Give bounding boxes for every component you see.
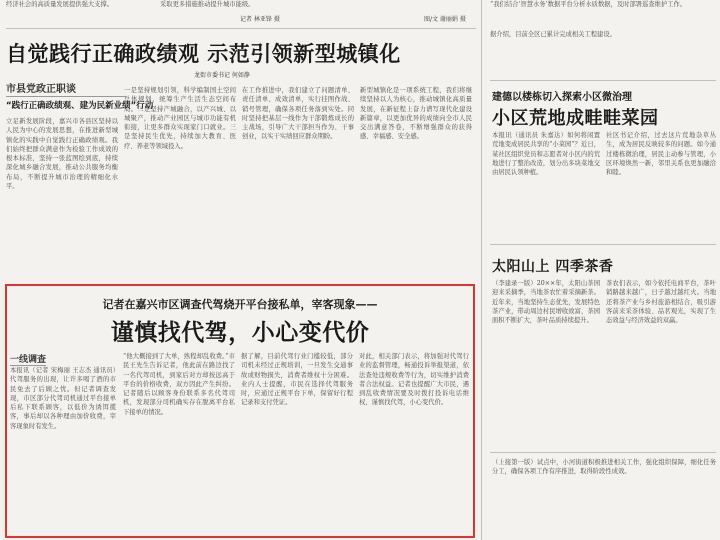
right-article-2-body-3: （上接第一版）试点中，小河街道积极推进相关工作，强化组织保障，细化任务分工，确保各项工作有序推进，取得阶段性成效。: [492, 459, 716, 476]
right-divider-2: [490, 244, 716, 245]
main-body-col-2: 一是坚持规划引领，科学编制国土空间总体规划，统筹生产生活生态空间布局。二是坚持产城融合，以产兴城、以城聚产，推动产业园区与城市功能有机衔接，让更多群众实现家门口就业。三是坚持民生优先，持续加大教育、医疗、养老等领域投入。: [124, 87, 236, 150]
main-body-col-4: 新型城镇化是一项系统工程，我们将继续坚持以人为核心，推动城镇化高质量发展，在新征程上奋力谱写现代化建设新篇章，以更加优异的成绩向全市人民交出满意答卷，不断增强群众的获得感、幸福感、安全感。: [360, 87, 472, 141]
right-top-text-1: “我们结合‘智慧水务’数据平台分析水质数据，及时部署巡查维护工作。: [490, 1, 687, 8]
top-strip-text-mid: 采取更多措施推动提升城市能级。: [160, 1, 255, 8]
right-article-2-body-2: 茶农们表示，如今依托电商平台，茶叶销路越来越广，日子越过越红火。当地还将茶产业与乡村旅游相结合，吸引游客前来采茶体验、品茗观光，实现了生态效益与经济效益的双赢。: [606, 280, 716, 325]
main-body-col-1: 立足新发展阶段，嘉兴市各县区坚持以人民为中心的发展思想，在推进新型城镇化的实践中自觉践行正确政绩观。我们始终把群众满意作为检验工作成效的根本标准，坚持一张蓝图绘到底，持续深化城乡融合发展，推动公共服务均衡布局，不断提升城市治理的精细化水平。: [6, 118, 118, 191]
right-article-1-headline: 小区荒地成畦畦菜园: [492, 108, 659, 129]
right-article-1-body-2: 社区书记介绍，过去这片荒地杂草丛生，成为居民反映较多的问题。如今通过楼栋微治理，居民主动参与管理，小区环境焕然一新，邻里关系也更加融洽和睦。: [606, 132, 716, 177]
section-subhead: “践行正确政绩观、建为民新业绩”行动: [6, 101, 154, 111]
photo-credit-right: 图/文 谢丽娟 摄: [424, 16, 466, 23]
right-divider-1: [490, 80, 716, 81]
right-article-2-headline: 太阳山上 四季茶香: [492, 259, 614, 275]
right-article-1-kicker: 建德以楼栋切入探索小区微治理: [492, 92, 632, 103]
right-top-text-2: 据介绍，目前全区已累计完成相关工程建设。: [490, 31, 616, 38]
highlighted-body-col-4: 对此，相关部门表示，将加强对代驾行业的监督管理，畅通投诉举报渠道，依法查处违规收费等行为，切实维护消费者合法权益。记者也提醒广大市民，遇到乱收费情况要及时拨打投诉电话维权，谨慎找代驾，小心变代价。: [359, 353, 469, 407]
right-article-2-body-1: （李建录一版）20××年，太阳山茶园迎来采摘季，当地茶农忙着采摘新茶。近年来，当地坚持生态优先，发展特色茶产业，带动周边村民增收致富，茶园面积不断扩大，茶叶品质持续提升。: [492, 280, 600, 325]
section-label: 市县党政正职谈: [6, 80, 126, 97]
highlighted-headline: 谨慎找代驾，小心变代价: [110, 320, 370, 346]
highlighted-body-col-2: “他大概接到了大单，熟程却乱收费。”市民王先生告诉记者，他此前在路边找了一名代驾司机，到家后对方却按远高于平台的价格收费，双方因此产生纠纷。记者随后以顾客身份联系多名代驾司机，发现部分司机确实存在脱离平台私下接单的情况。: [123, 353, 235, 416]
section-label-group: [6, 80, 154, 114]
main-headline: 自觉践行正确政绩观 示范引领新型城镇化: [6, 42, 401, 66]
top-strip-text-left: 经济社会的高质量发展提供强大支撑。: [6, 1, 114, 8]
highlighted-section-label: 一线调查: [10, 352, 46, 366]
highlighted-article-box: [5, 284, 475, 538]
highlighted-body-col-1: 本报讯（记者 宋梅丽 王志杰 通讯员）代驾服务的出现，让许多喝了酒的市民免去了后顾之忧。但记者调查发现，市区部分代驾司机通过平台接单后私下联系顾客，以低价为诱饵揽客，事后却以各种理由加价收费，宰客现象时有发生。: [10, 367, 116, 430]
main-body-col-3: 在工作推进中，我们建立了问题清单、责任清单、成效清单，实行挂图作战、销号管理，确保各项任务落到实处。同时坚持把基层一线作为干部锻炼成长的主战场，引导广大干部担当作为、干事创业，以实干实绩回应群众期盼。: [242, 87, 354, 141]
main-byline: 龙街市委书记 何如静: [194, 72, 250, 79]
right-article-1-body-1: 本报讯（通讯员 朱嘉达）如何将闲置荒地变成居民共享的“小菜园”？近日，某社区组织党员和志愿者对小区内的荒地进行了整治改造，划分出多块菜地交由居民认领种植。: [492, 132, 600, 177]
right-divider-3: [490, 452, 716, 453]
photo-credit-left: 记者 林亚锋 摄: [240, 16, 280, 23]
column-divider: [481, 0, 482, 540]
top-divider: [6, 28, 476, 29]
highlighted-kicker: 记者在嘉兴市区调查代驾烧开平台接私单，宰客现象——: [102, 298, 378, 311]
highlighted-body-col-3: 据了解，目前代驾行业门槛较低，部分司机未经过正规培训，一旦发生交通事故或财物损失，消费者维权十分困难。业内人士提醒，市民在选择代驾服务时，应通过正规平台下单，保留好行程记录和支付凭证。: [241, 353, 353, 407]
